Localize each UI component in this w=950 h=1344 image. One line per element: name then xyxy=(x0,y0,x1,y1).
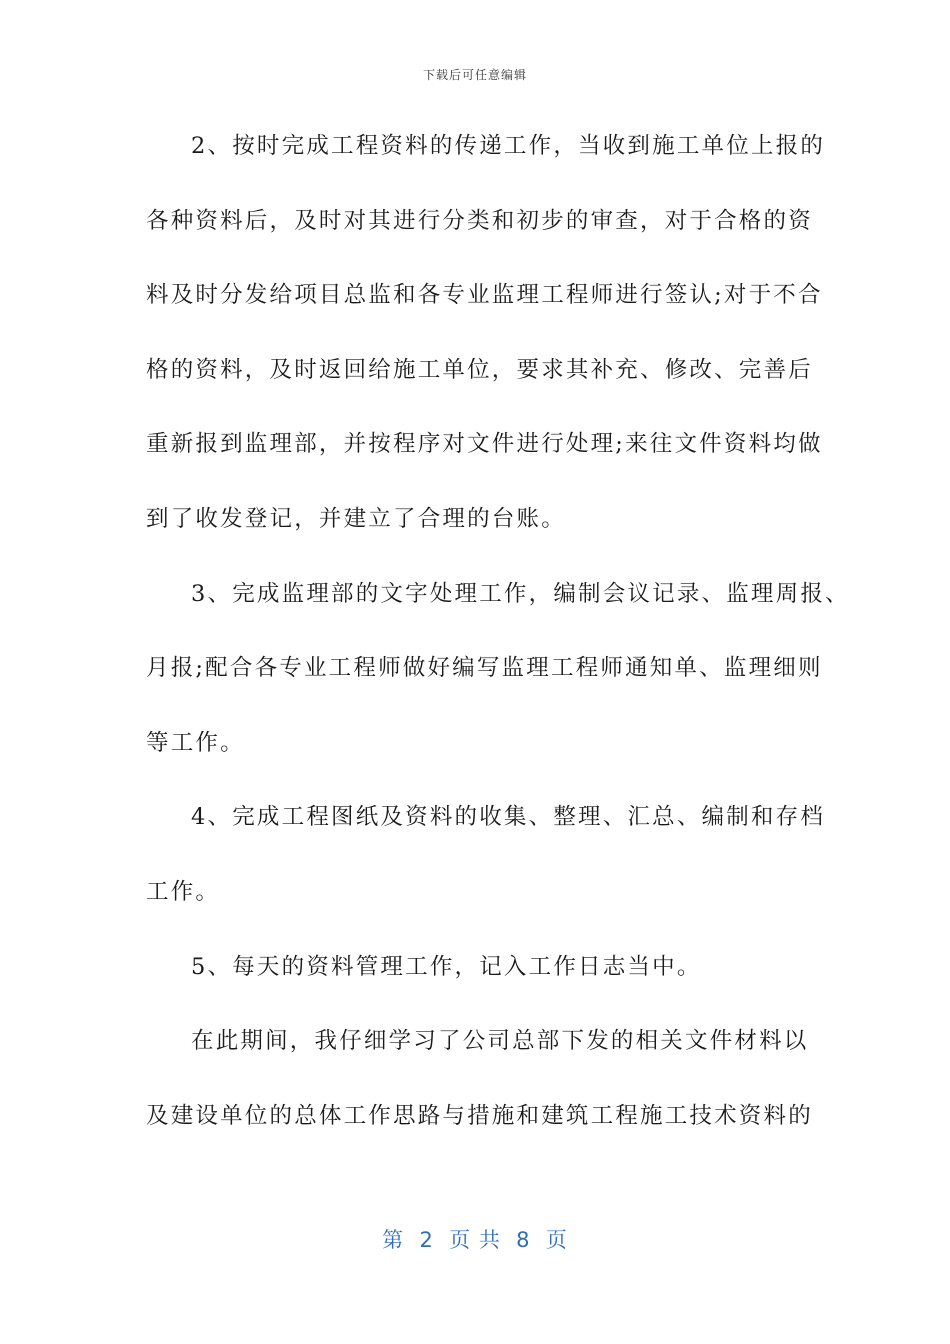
paragraph-line: 重新报到监理部，并按程序对文件进行处理;来往文件资料均做 xyxy=(146,431,823,458)
page-header-note: 下载后可任意编辑 xyxy=(422,68,527,82)
document-body xyxy=(146,126,850,1170)
paragraph-line: 各种资料后，及时对其进行分类和初步的审查，对于合格的资 xyxy=(146,207,813,234)
paragraph-line: 5、每天的资料管理工作，记入工作日志当中。 xyxy=(191,953,702,980)
paragraph-line: 在此期间，我仔细学习了公司总部下发的相关文件材料以 xyxy=(191,1028,809,1055)
paragraph-line: 等工作。 xyxy=(146,729,245,756)
paragraph-line: 格的资料，及时返回给施工单位，要求其补充、修改、完善后 xyxy=(146,356,813,383)
paragraph-line: 到了收发登记，并建立了合理的台账。 xyxy=(146,505,566,532)
paragraph-line: 月报;配合各专业工程师做好编写监理工程师通知单、监理细则 xyxy=(146,655,823,682)
page-number-footer: 第 2 页 共 8 页 xyxy=(382,1228,568,1252)
paragraph-line: 工作。 xyxy=(146,878,221,905)
paragraph-line: 4、完成工程图纸及资料的收集、整理、汇总、编制和存档 xyxy=(191,804,826,831)
paragraph-line: 及建设单位的总体工作思路与措施和建筑工程施工技术资料的 xyxy=(146,1102,813,1129)
paragraph-line: 3、完成监理部的文字处理工作，编制会议记录、监理周报、 xyxy=(191,580,850,607)
paragraph-line: 2、按时完成工程资料的传递工作，当收到施工单位上报的 xyxy=(191,133,826,159)
paragraph-line: 料及时分发给项目总监和各专业监理工程师进行签认;对于不合 xyxy=(146,282,823,309)
